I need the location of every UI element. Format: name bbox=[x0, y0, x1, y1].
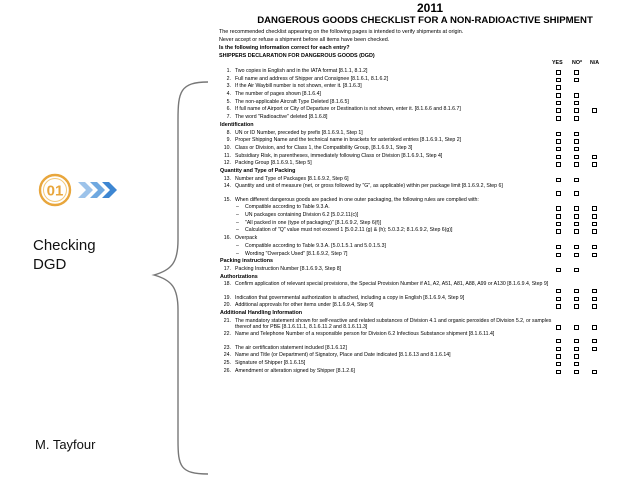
checkbox-na[interactable] bbox=[592, 325, 597, 330]
item-text: Full name and address of Shipper and Consignee [8.1.6.1, 8.1.6.2] bbox=[235, 75, 389, 82]
item-number: 23. bbox=[223, 344, 231, 351]
item-number: 19. bbox=[223, 294, 231, 301]
item-text: Amendment or alteration signed by Shipper [8.1.2.6] bbox=[235, 367, 355, 374]
checklist-item bbox=[219, 137, 631, 145]
checkbox-na[interactable] bbox=[592, 214, 597, 219]
checkbox-yes[interactable] bbox=[556, 325, 561, 330]
checkbox-na[interactable] bbox=[592, 206, 597, 211]
dash-bullet: – bbox=[236, 204, 239, 211]
checklist-item bbox=[219, 106, 631, 114]
item-number: 11. bbox=[224, 152, 231, 159]
item-number: 5. bbox=[226, 98, 231, 105]
document-title: DANGEROUS GOODS CHECKLIST FOR A NON-RADIOACTIVE SHIPMENT bbox=[257, 15, 593, 26]
checkbox-yes[interactable] bbox=[556, 304, 561, 309]
item-text: Wording "Overpack Used" [8.1.6.9.2, Step 7] bbox=[245, 250, 348, 257]
item-number: 3. bbox=[226, 83, 231, 90]
item-number: 2. bbox=[226, 75, 231, 82]
checklist-item bbox=[219, 160, 631, 168]
checkbox-no[interactable] bbox=[574, 155, 579, 160]
checkbox-no[interactable] bbox=[574, 78, 579, 83]
item-text: UN or ID Number, preceded by prefix [8.1.6.9.1, Step 1] bbox=[235, 129, 363, 136]
checkbox-yes[interactable] bbox=[556, 354, 561, 359]
item-number: 1. bbox=[226, 68, 231, 74]
checklist-item bbox=[219, 302, 631, 310]
checkbox-yes[interactable] bbox=[556, 191, 561, 196]
checkbox-no[interactable] bbox=[574, 222, 579, 227]
checkbox-yes[interactable] bbox=[556, 206, 561, 211]
item-text: Signature of Shipper [8.1.6.15] bbox=[235, 359, 306, 366]
curly-brace bbox=[150, 80, 210, 476]
checkbox-no[interactable] bbox=[574, 132, 579, 137]
checkbox-na[interactable] bbox=[592, 339, 597, 344]
checkbox-na[interactable] bbox=[592, 289, 597, 294]
item-text: Additional approvals for other items under [8.1.6.9.4, Step 9] bbox=[235, 302, 374, 309]
checkbox-na[interactable] bbox=[592, 253, 597, 258]
checklist-document bbox=[219, 2, 631, 375]
checklist-item bbox=[219, 243, 631, 251]
checkbox-yes[interactable] bbox=[556, 116, 561, 121]
checkbox-yes[interactable] bbox=[556, 101, 561, 106]
checkbox-yes[interactable] bbox=[556, 268, 561, 273]
checklist-item bbox=[219, 251, 631, 259]
checkbox-no[interactable] bbox=[574, 162, 579, 167]
column-headers bbox=[219, 60, 631, 68]
checkbox-no[interactable] bbox=[574, 339, 579, 344]
item-number: 22. bbox=[223, 331, 231, 338]
item-text: "All packed in one (type of packaging)" [8.1.6.9.2, Step 6(f)] bbox=[245, 219, 382, 226]
item-number: 7. bbox=[226, 114, 231, 121]
col-na: N/A bbox=[590, 60, 600, 66]
checkbox-no[interactable] bbox=[574, 354, 579, 359]
checklist-item bbox=[219, 83, 631, 91]
item-text: Compatible according to Table 9.3.A. [5.0.1.5.1 and 5.0.1.5.3] bbox=[245, 242, 386, 249]
checkbox-no[interactable] bbox=[574, 206, 579, 211]
checklist-item bbox=[219, 76, 631, 84]
checkbox-na[interactable] bbox=[592, 304, 597, 309]
checkbox-na[interactable] bbox=[592, 222, 597, 227]
intro-line: The recommended checklist appearing on the following pages is intended to verify shipments at origin. bbox=[219, 29, 464, 35]
checkbox-yes[interactable] bbox=[556, 289, 561, 294]
checkbox-no[interactable] bbox=[574, 297, 579, 302]
checklist-item bbox=[219, 227, 631, 235]
checkbox-yes[interactable] bbox=[556, 155, 561, 160]
checkbox-no[interactable] bbox=[574, 245, 579, 250]
checkbox-na[interactable] bbox=[592, 370, 597, 375]
section-heading: Identification bbox=[220, 121, 254, 128]
item-number: 21. bbox=[223, 317, 231, 324]
checkbox-na[interactable] bbox=[592, 347, 597, 352]
item-number: 15. bbox=[223, 196, 231, 203]
item-text: Overpack bbox=[235, 235, 258, 242]
item-text: Two copies in English and in the IATA format [8.1.1, 8.1.2] bbox=[235, 68, 368, 74]
checklist-item bbox=[219, 352, 631, 360]
checkbox-yes[interactable] bbox=[556, 370, 561, 375]
checkbox-na[interactable] bbox=[592, 297, 597, 302]
item-number: 6. bbox=[226, 106, 231, 113]
checkbox-yes[interactable] bbox=[556, 297, 561, 302]
item-text: The word "Radioactive" deleted [8.1.6.8] bbox=[235, 114, 328, 121]
checkbox-no[interactable] bbox=[574, 253, 579, 258]
item-number: 13. bbox=[223, 175, 231, 182]
checklist-item bbox=[219, 68, 631, 76]
checkbox-no[interactable] bbox=[574, 325, 579, 330]
checkbox-yes[interactable] bbox=[556, 253, 561, 258]
checklist-sections bbox=[219, 68, 631, 375]
item-text: Subsidiary Risk, in parentheses, immediately following Class or Division [8.1.6.9.1, Step 4] bbox=[235, 152, 443, 159]
question-line: Is the following information correct for each entry? bbox=[219, 45, 350, 51]
dash-bullet: – bbox=[236, 242, 239, 249]
dash-bullet: – bbox=[236, 212, 239, 219]
checkbox-no[interactable] bbox=[574, 139, 579, 144]
checkbox-yes[interactable] bbox=[556, 214, 561, 219]
section-heading: Packing instructions bbox=[220, 258, 274, 265]
item-text: Confirm application of relevant special provisions, the Special Provision Number if A1, A2, A51, A81, A88, A99 or A130 [8.1.6.9.4, Step 9] bbox=[235, 281, 549, 288]
item-number: 18. bbox=[223, 281, 231, 288]
item-text: Packing Instruction Number [8.1.6.9.3, Step 8] bbox=[235, 265, 342, 272]
item-number: 9. bbox=[226, 137, 231, 144]
checkbox-no[interactable] bbox=[574, 108, 579, 113]
checklist-item bbox=[219, 212, 631, 220]
checkbox-no[interactable] bbox=[574, 268, 579, 273]
checkbox-yes[interactable] bbox=[556, 362, 561, 367]
item-number: 17. bbox=[223, 265, 231, 272]
item-number: 26. bbox=[223, 367, 231, 374]
checkbox-yes[interactable] bbox=[556, 108, 561, 113]
checkbox-yes[interactable] bbox=[556, 229, 561, 234]
checkbox-no[interactable] bbox=[574, 370, 579, 375]
item-text: Class or Division, and for Class 1, the Compatibility Group, [8.1.6.9.1, Step 3] bbox=[235, 144, 413, 151]
item-number: 16. bbox=[223, 235, 231, 242]
item-text: If the Air Waybill number is not shown, enter it. [8.1.6.3] bbox=[235, 83, 362, 90]
item-text: Quantity and unit of measure (net, or gross followed by "G", as applicable) within per package limit [8.1.6.9.2, Step 6] bbox=[235, 183, 503, 190]
checklist-item bbox=[219, 281, 631, 294]
checklist-item bbox=[219, 183, 631, 196]
item-text: If full name of Airport or City of Departure or Destination is not shown, enter it. [8.1.6.6 and 8.1.6.7] bbox=[235, 106, 461, 113]
checkbox-na[interactable] bbox=[592, 229, 597, 234]
item-number: 25. bbox=[223, 359, 231, 366]
item-text: Packing Group [8.1.6.9.1, Step 5] bbox=[235, 160, 312, 167]
checkbox-no[interactable] bbox=[574, 191, 579, 196]
sidebar bbox=[0, 0, 215, 478]
item-text: The mandatory statement shown for self-reactive and related substances of Division 4.1 and organic peroxides of Division 5.2, or samples thereof and for PBE [8.1.6.11.1, 8.1.6.11.2 and 8.1.6.11.3] bbox=[235, 317, 552, 331]
col-yes: YES bbox=[552, 60, 563, 66]
intro-line: Never accept or refuse a shipment before all items have been checked. bbox=[219, 37, 390, 43]
col-no: NO* bbox=[572, 60, 583, 66]
checkbox-yes[interactable] bbox=[556, 178, 561, 183]
checkbox-no[interactable] bbox=[574, 116, 579, 121]
checkbox-yes[interactable] bbox=[556, 93, 561, 98]
checkbox-na[interactable] bbox=[592, 162, 597, 167]
item-text: Calculation of "Q" value must not exceed 1 [5.0.2.11 (g) & (h); 5.0.3.2; 8.1.6.9.2, Step 6(g)] bbox=[245, 227, 453, 234]
checklist-item bbox=[219, 345, 631, 353]
author-name: M. Tayfour bbox=[35, 437, 96, 452]
checklist-item bbox=[219, 331, 631, 344]
checkbox-yes[interactable] bbox=[556, 222, 561, 227]
checklist-item bbox=[219, 99, 631, 107]
checklist-item bbox=[219, 360, 631, 368]
checklist-item bbox=[219, 145, 631, 153]
checkbox-no[interactable] bbox=[574, 229, 579, 234]
checkbox-yes[interactable] bbox=[556, 85, 561, 90]
checkbox-yes[interactable] bbox=[556, 245, 561, 250]
checklist-item bbox=[219, 220, 631, 228]
step-badge bbox=[38, 173, 72, 207]
checkbox-yes[interactable] bbox=[556, 139, 561, 144]
checkbox-yes[interactable] bbox=[556, 147, 561, 152]
checkbox-no[interactable] bbox=[574, 214, 579, 219]
item-text: When different dangerous goods are packed in one outer packaging, the following rules are complied with: bbox=[235, 196, 479, 203]
checkbox-no[interactable] bbox=[574, 304, 579, 309]
checkbox-yes[interactable] bbox=[556, 132, 561, 137]
checklist-item bbox=[219, 176, 631, 184]
checkbox-yes[interactable] bbox=[556, 339, 561, 344]
checkbox-na[interactable] bbox=[592, 108, 597, 113]
checkbox-no[interactable] bbox=[574, 178, 579, 183]
item-number: 4. bbox=[226, 91, 231, 98]
dash-bullet: – bbox=[236, 250, 239, 257]
section-heading: Quantity and Type of Packing bbox=[220, 167, 296, 174]
checklist-item bbox=[219, 368, 631, 376]
item-text: Number and Type of Packages [8.1.6.9.2, Step 6] bbox=[235, 175, 349, 182]
chevron-arrows-icon bbox=[78, 180, 120, 200]
dash-bullet: – bbox=[236, 227, 239, 234]
item-text: Name and Telephone Number of a responsible person for Division 6.2 Infectious Substance shipment [8.1.6.11.4] bbox=[235, 331, 495, 338]
item-text: The air certification statement included [8.1.6.12] bbox=[235, 344, 347, 351]
checkbox-no[interactable] bbox=[574, 101, 579, 106]
item-number: 12. bbox=[223, 160, 231, 167]
checklist-item bbox=[219, 266, 631, 274]
checkbox-yes[interactable] bbox=[556, 347, 561, 352]
document-year: 2011 bbox=[416, 1, 444, 15]
checklist-item bbox=[219, 295, 631, 303]
dash-bullet: – bbox=[236, 219, 239, 226]
checkbox-na[interactable] bbox=[592, 155, 597, 160]
checklist-item bbox=[219, 114, 631, 122]
checkbox-no[interactable] bbox=[574, 70, 579, 75]
section-title: Checking DGD bbox=[33, 237, 96, 273]
checklist-item bbox=[219, 204, 631, 212]
section-heading: Additional Handling Information bbox=[220, 310, 303, 317]
checklist-item bbox=[219, 91, 631, 99]
item-number: 8. bbox=[226, 129, 231, 136]
checklist-item bbox=[219, 130, 631, 138]
checkbox-na[interactable] bbox=[592, 245, 597, 250]
checklist-item bbox=[219, 235, 631, 243]
item-number: 20. bbox=[223, 302, 231, 309]
item-number: 10. bbox=[223, 144, 231, 151]
checkbox-yes[interactable] bbox=[556, 162, 561, 167]
checkbox-yes[interactable] bbox=[556, 78, 561, 83]
checkbox-no[interactable] bbox=[574, 93, 579, 98]
item-text: Proper Shipping Name and the technical name in brackets for asterisked entries [8.1.6.9.1, Step 2] bbox=[235, 137, 462, 144]
step-number: 01 bbox=[46, 182, 64, 200]
item-text: The non-applicable Aircraft Type Deleted [8.1.6.5] bbox=[235, 98, 349, 105]
item-number: 24. bbox=[223, 352, 231, 359]
checklist-item bbox=[219, 318, 631, 331]
item-text: UN packages containing Division 6.2 [5.0.2.11(c)] bbox=[245, 212, 359, 219]
item-text: Compatible according to Table 9.3.A. bbox=[245, 204, 330, 211]
checkbox-yes[interactable] bbox=[556, 70, 561, 75]
checklist-item bbox=[219, 153, 631, 161]
item-number: 14. bbox=[223, 183, 231, 190]
checklist-item bbox=[219, 197, 631, 205]
checkbox-no[interactable] bbox=[574, 362, 579, 367]
item-text: The number of pages shown [8.1.6.4] bbox=[235, 91, 321, 98]
item-text: Name and Title (or Department) of Signatory, Place and Date indicated [8.1.6.13 and 8.1.6.14] bbox=[235, 352, 451, 359]
item-text: Indication that governmental authorization is attached, including a copy in English [8.1.6.9.4, Step 9] bbox=[235, 294, 465, 301]
declaration-heading: SHIPPERS DECLARATION FOR DANGEROUS GOODS (DGD) bbox=[219, 53, 375, 59]
checkbox-no[interactable] bbox=[574, 347, 579, 352]
checkbox-no[interactable] bbox=[574, 289, 579, 294]
checkbox-no[interactable] bbox=[574, 147, 579, 152]
section-heading: Authorizations bbox=[220, 273, 258, 280]
